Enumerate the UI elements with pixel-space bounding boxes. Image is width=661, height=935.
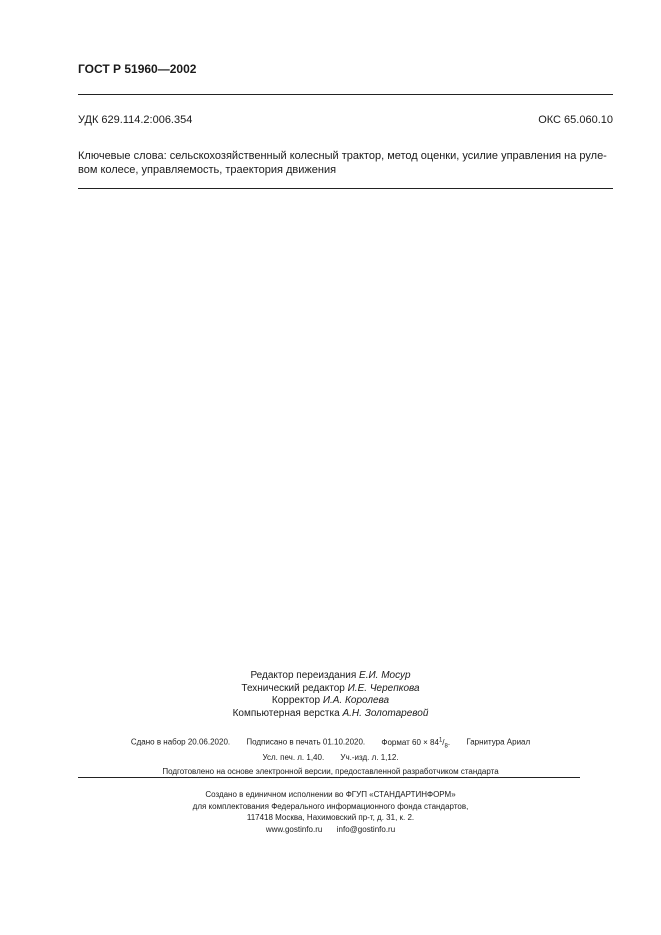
footer-line-1: Создано в единичном исполнении во ФГУП «СТАНДАРТИНФОРМ» <box>205 790 456 799</box>
credit-name: Е.И. Мосур <box>359 670 411 681</box>
credit-name: И.Е. Черепкова <box>347 682 420 694</box>
credit-name: И.А. Королева <box>322 695 390 706</box>
website-link[interactable]: www.gostinfo.ru <box>265 824 323 834</box>
footer-divider <box>78 777 580 778</box>
signed-date: Подписано в печать 01.10.2020. <box>246 737 366 747</box>
oks-code: ОКС 65.060.10 <box>538 114 613 126</box>
credit-corrector <box>0 695 661 708</box>
print-line-1 <box>0 734 661 752</box>
udk-code: УДК 629.114.2:006.354 <box>78 114 193 126</box>
standard-title: ГОСТ Р 51960—2002 <box>78 62 197 76</box>
print-sheets: Усл. печ. л. 1,40. <box>262 753 325 763</box>
credit-layout <box>0 708 661 721</box>
submitted-date: Сдано в набор 20.06.2020. <box>130 737 231 747</box>
credit-label: Редактор переиздания <box>250 670 357 681</box>
prepared-note: Подготовлено на основе электронной версии, предоставленной разработчиком стандарта <box>162 767 499 777</box>
footer-line-2: для комплектования Федерального информационного фонда стандартов, <box>192 801 469 811</box>
publisher-footer <box>0 789 661 835</box>
footer-address: 117418 Москва, Нахимовский пр-т, д. 31, к. 2. <box>246 813 415 822</box>
keywords-divider <box>78 188 613 189</box>
print-info <box>0 734 661 778</box>
print-line-2 <box>0 752 661 764</box>
credit-tech-editor <box>0 683 661 696</box>
header-divider <box>78 94 613 95</box>
credits-block <box>0 670 661 720</box>
credit-name: А.Н. Золотаревой <box>342 707 429 719</box>
paper-format: Формат $60 \times 84^1/_8$. <box>381 737 451 750</box>
footer-contacts <box>0 824 661 836</box>
format-sup: 1 <box>438 737 443 743</box>
format-sub: 8 <box>444 743 448 750</box>
typeface: Гарнитура Ариал <box>466 737 531 747</box>
format-prefix: Формат 60 × 84 <box>381 737 439 747</box>
credit-label: Корректор <box>271 695 321 706</box>
keywords-text: Ключевые слова: сельскохозяйственный колесный трактор, метод оценки, усилие управления на руле-вом колесе, управляемость, траектория движения <box>78 150 607 176</box>
credit-label: Компьютерная верстка <box>232 707 340 719</box>
email-link[interactable]: info@gostinfo.ru <box>336 824 396 834</box>
credit-editor <box>0 670 661 683</box>
pub-sheets: Уч.-изд. л. 1,12. <box>340 753 399 763</box>
credit-label: Технический редактор <box>241 682 345 694</box>
